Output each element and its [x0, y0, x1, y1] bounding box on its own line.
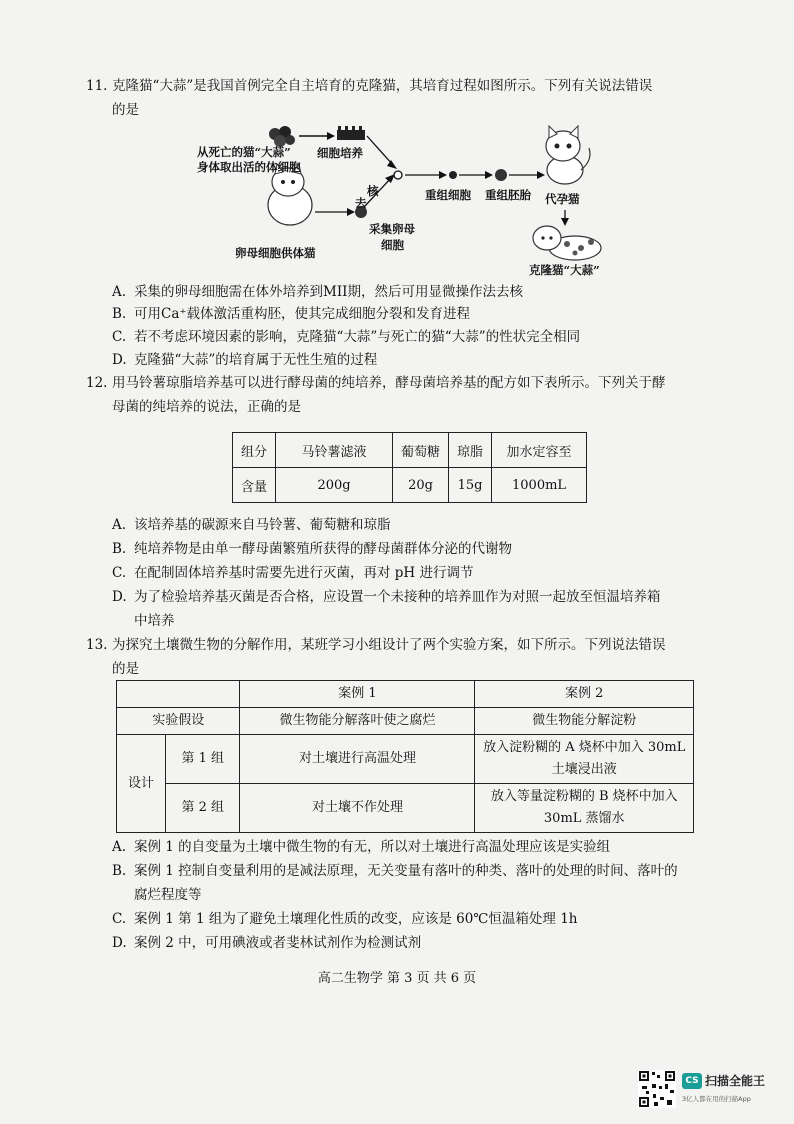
- label-collect-line2: 细胞: [381, 238, 404, 252]
- qr-code-icon: [638, 1070, 676, 1108]
- label-reconstructed-embryo: 重组胚胎: [485, 188, 531, 202]
- table-cell-line: 放入等量淀粉糊的 B 烧杯中加入: [490, 789, 678, 804]
- surrogate-cat-icon: [546, 126, 590, 184]
- embryo-icon: [495, 169, 507, 181]
- question-number: 11.: [86, 78, 108, 94]
- medium-recipe-table: [232, 432, 587, 503]
- question-stem: 克隆猫“大蒜”是我国首例完全自主培育的克隆猫，其培育过程如图所示。下列有关说法错误: [112, 78, 653, 94]
- table-cell-line: 30mL 蒸馏水: [543, 811, 625, 826]
- table-cell: 实验假设: [117, 708, 240, 735]
- question-13: [86, 633, 726, 681]
- scanner-tagline: 3亿人都在用的扫描App: [682, 1095, 751, 1103]
- table-cell: 微生物能分解淀粉: [475, 708, 694, 735]
- table-cell: 20g: [393, 468, 449, 503]
- table-cell: 含量: [233, 468, 276, 503]
- table-cell-line: 放入淀粉糊的 A 烧杯中加入 30mL: [483, 740, 686, 755]
- question-stem-cont: 的是: [112, 102, 139, 118]
- table-cell: 15g: [449, 468, 492, 503]
- table-row: [233, 433, 587, 468]
- fused-cell-icon: [394, 171, 402, 179]
- label-enucleate-1: 核: [367, 184, 379, 198]
- table-row: [233, 468, 587, 503]
- table-cell: 第 2 组: [166, 784, 240, 833]
- q13-option-d: D. 案例 2 中，可用碘液或者斐林试剂作为检测试剂: [112, 935, 422, 951]
- question-stem-cont: 的是: [112, 661, 139, 677]
- table-header-cell: 组分: [233, 433, 276, 468]
- table-header-cell: 案例 1: [240, 681, 475, 708]
- somatic-cells-icon: [269, 126, 295, 147]
- q12-option-d: D. 为了检验培养基灭菌是否合格，应设置一个未接种的培养皿作为对照一起放至恒温培养箱: [112, 589, 661, 605]
- q11-option-c: C. 若不考虑环境因素的影响，克隆猫“大蒜”与死亡的猫“大蒜”的性状完全相同: [112, 329, 581, 345]
- table-header-cell: 案例 2: [475, 681, 694, 708]
- table-cell: 对土壤不作处理: [240, 784, 475, 833]
- question-12: [86, 371, 726, 419]
- cloning-diagram: [195, 120, 615, 280]
- q13-option-c: C. 案例 1 第 1 组为了避免土壤理化性质的改变，应该是 60℃恒温箱处理 1h: [112, 911, 578, 927]
- table-row: [117, 735, 694, 784]
- question-stem: 为探究土壤微生物的分解作用，某班学习小组设计了两个实验方案，如下所示。下列说法错误: [112, 637, 666, 653]
- page-footer: 高二生物学 第 3 页 共 6 页: [317, 971, 477, 986]
- label-enucleate-2: 去: [355, 196, 367, 210]
- label-clone: 克隆猫“大蒜”: [529, 263, 600, 277]
- label-cell-culture: 细胞培养: [317, 146, 363, 160]
- question-stem: 用马铃薯琼脂培养基可以进行酵母菌的纯培养，酵母菌培养基的配方如下表所示。下列关于酵: [112, 375, 666, 391]
- q13-option-b: B. 案例 1 控制自变量利用的是减法原理，无关变量有落叶的种类、落叶的处理的时间、落叶的: [112, 863, 678, 879]
- question-number: 12.: [86, 375, 108, 391]
- clone-cat-icon: [533, 226, 601, 260]
- label-collect-line1: 采集卵母: [369, 222, 415, 236]
- question-number: 13.: [86, 637, 108, 653]
- q11-option-a: A. 采集的卵母细胞需在体外培养到MII期，然后可用显微操作法去核: [112, 284, 523, 300]
- table-cell: 对土壤进行高温处理: [240, 735, 475, 784]
- q13-option-a: A. 案例 1 的自变量为土壤中微生物的有无，所以对土壤进行高温处理应该是实验组: [112, 839, 611, 855]
- q12-option-d-cont: 中培养: [134, 613, 175, 629]
- table-row: [117, 708, 694, 735]
- table-row: [117, 784, 694, 833]
- table-header-cell: 琼脂: [449, 433, 492, 468]
- q13-option-b-cont: 腐烂程度等: [134, 887, 202, 903]
- q12-option-b: B. 纯培养物是由单一酵母菌繁殖所获得的酵母菌群体分泌的代谢物: [112, 541, 512, 557]
- table-header-cell: 马铃薯滤液: [276, 433, 393, 468]
- table-header-cell: 加水定容至: [492, 433, 587, 468]
- label-donor-line1: 从死亡的猫“大蒜”: [197, 145, 291, 159]
- reconstructed-cell-icon: [449, 171, 457, 179]
- q12-option-a: A. 该培养基的碳源来自马铃薯、葡萄糖和琼脂: [112, 517, 391, 533]
- q11-option-d: D. 克隆猫“大蒜”的培育属于无性生殖的过程: [112, 352, 378, 368]
- table-cell: 微生物能分解落叶使之腐烂: [240, 708, 475, 735]
- table-cell: 第 1 组: [166, 735, 240, 784]
- table-cell: 设计: [117, 735, 166, 833]
- label-reconstructed-cell: 重组细胞: [425, 188, 471, 202]
- cs-logo-icon: CS: [682, 1073, 702, 1089]
- table-cell: [475, 735, 694, 784]
- q12-option-c: C. 在配制固体培养基时需要先进行灭菌，再对 pH 进行调节: [112, 565, 474, 581]
- experiment-design-table: [116, 680, 694, 833]
- question-11: [86, 74, 726, 122]
- table-row: [117, 681, 694, 708]
- label-surrogate: 代孕猫: [545, 192, 580, 206]
- table-cell: 1000mL: [492, 468, 587, 503]
- q11-option-b: B. 可用Ca⁺载体激活重构胚，使其完成细胞分裂和发育进程: [112, 306, 471, 322]
- label-donor-line2: 身体取出活的体细胞: [197, 160, 301, 174]
- question-stem-cont: 母菌的纯培养的说法，正确的是: [112, 399, 301, 415]
- table-cell: 200g: [276, 468, 393, 503]
- culture-dish-icon: [337, 126, 365, 140]
- label-egg-donor: 卵母细胞供体猫: [235, 246, 316, 260]
- table-cell-line: 土壤浸出液: [551, 762, 617, 777]
- table-header-cell: 葡萄糖: [393, 433, 449, 468]
- table-cell: [475, 784, 694, 833]
- scanner-app-name: 扫描全能王: [705, 1074, 766, 1088]
- scanner-watermark: [638, 1070, 778, 1114]
